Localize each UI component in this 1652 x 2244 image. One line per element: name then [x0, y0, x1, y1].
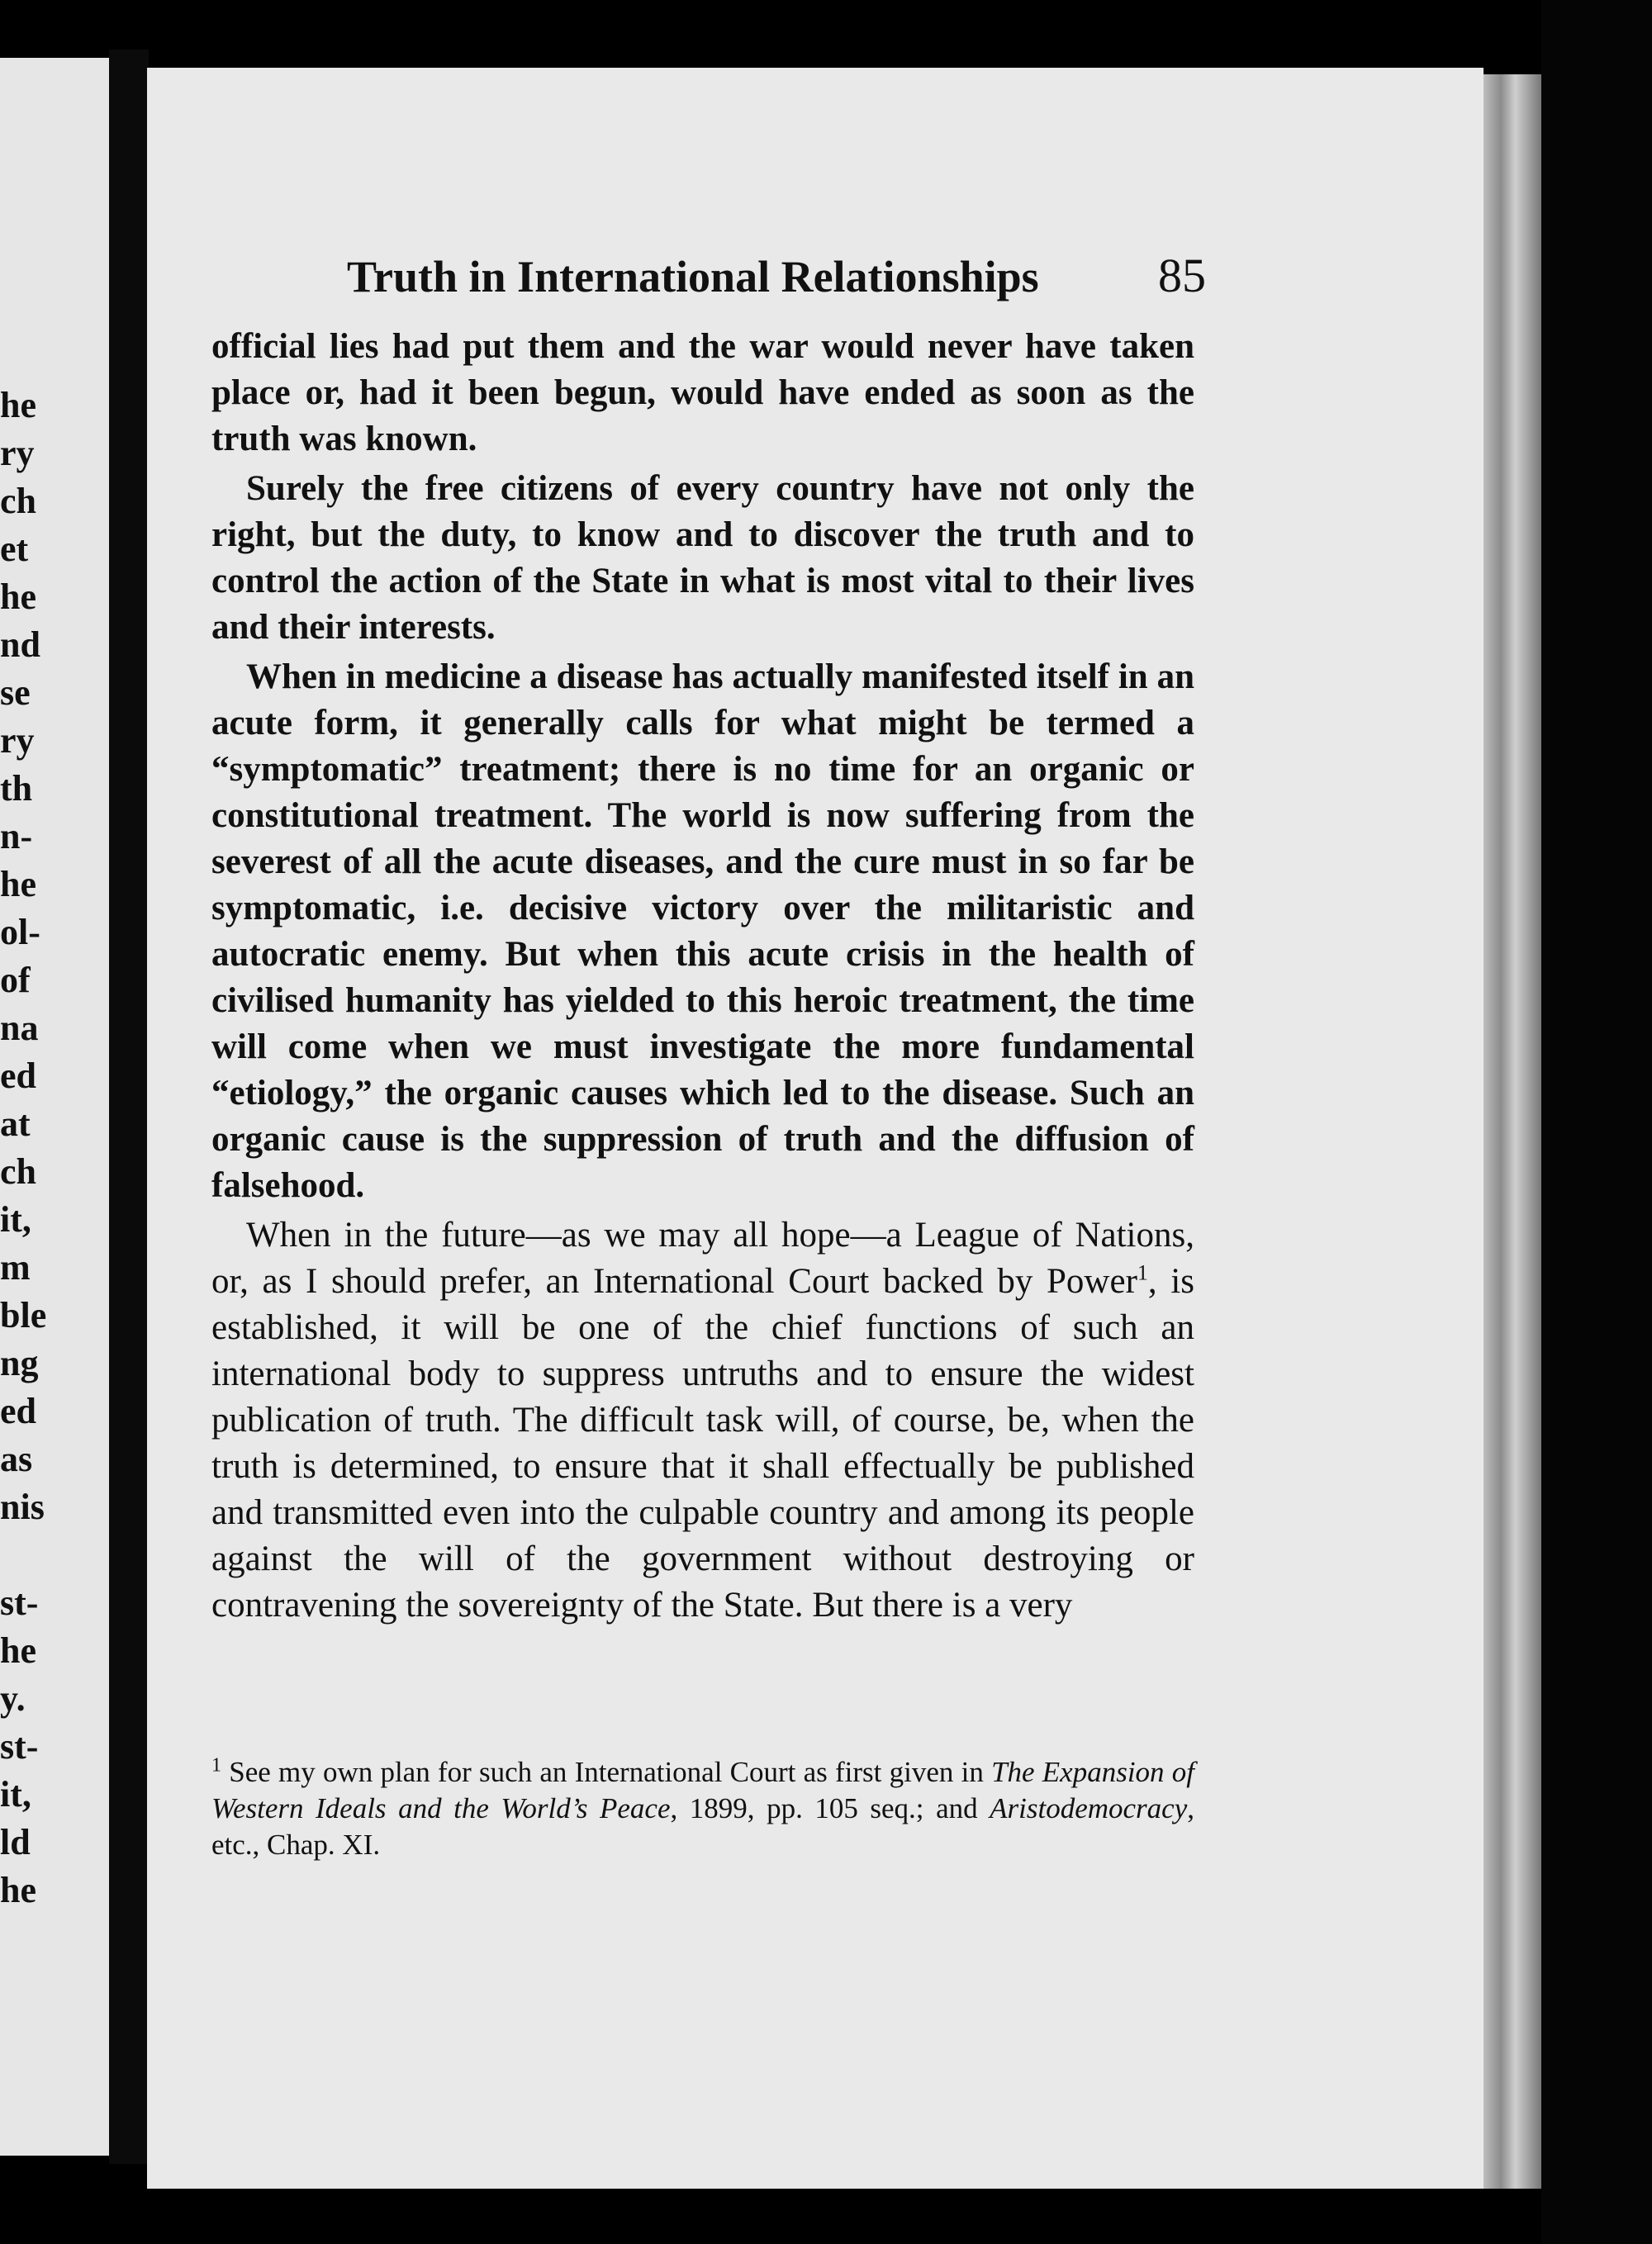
left-page-fragment: nd — [0, 624, 40, 665]
page-number: 85 — [1158, 249, 1206, 302]
running-head — [347, 248, 1206, 303]
footnote-text: , 1899, pp. 105 seq.; and — [670, 1792, 990, 1824]
paragraph: Surely the free citizens of every country have not only the right, but the duty, to know and to discover the truth and to control the action of the State in what is most vital to their lives and their interests. — [211, 469, 1194, 647]
footnote-text: , etc., Chap. XI. — [211, 1792, 1194, 1861]
left-page-fragment: it, — [0, 1774, 31, 1815]
left-page-fragment: ch — [0, 481, 36, 521]
left-page-fragment: it, — [0, 1199, 31, 1240]
left-page-fragment: ble — [0, 1295, 47, 1335]
left-page-fragment: st- — [0, 1582, 39, 1623]
left-page-fragment: m — [0, 1247, 31, 1288]
footnote-marker: 1 — [211, 1754, 221, 1777]
left-page-fragment: th — [0, 768, 33, 809]
left-page-fragment: se — [0, 672, 31, 713]
left-page-fragment: ng — [0, 1343, 39, 1383]
left-page-fragment: ry — [0, 720, 35, 761]
left-page-fragment: st- — [0, 1726, 39, 1767]
footnote-text: See my own plan for such an International Court as first given in — [229, 1756, 992, 1788]
left-page-fragment: et — [0, 529, 29, 569]
left-page-fragment: ed — [0, 1391, 36, 1431]
scan-background — [1541, 0, 1652, 2244]
page-stack-edge — [1483, 74, 1541, 2189]
paragraph: official lies had put them and the war would never have taken place or, had it been begun, would have ended as soon as the truth was known. — [211, 327, 1194, 458]
left-page-text-fragments — [0, 382, 83, 1914]
left-page-fragment: as — [0, 1439, 33, 1479]
left-page-fragment: ed — [0, 1056, 36, 1096]
left-page-fragment: ch — [0, 1151, 36, 1192]
left-page-fragment: nis — [0, 1487, 45, 1527]
body-text — [211, 324, 1194, 1629]
left-page-fragment: y. — [0, 1678, 26, 1719]
paragraph-text: When in the future—as we may all hope—a League of Nations, or, as I should prefer, an International Court backed by Power — [211, 1216, 1194, 1301]
left-page-fragment: he — [0, 864, 36, 904]
left-page-fragment: ld — [0, 1822, 31, 1862]
left-page-fragment: ol- — [0, 912, 40, 952]
book-gutter — [109, 50, 149, 2164]
left-page-fragment: n- — [0, 816, 33, 856]
footnote-book-title: The Expansion of Western Ideals and the World’s Peace — [211, 1756, 1195, 1824]
left-page-fragment — [0, 1531, 83, 1579]
left-page-fragment: of — [0, 960, 31, 1000]
left-page-fragment: at — [0, 1103, 31, 1144]
paragraph-text: , is established, it will be one of the chief functions of such an international body to suppress untruths and to ensure the widest publication of truth. The difficult task will, of course, be, when the truth is determined, to ensure that it shall effectually be published and transmitted even into the culpable country and among its people against the will of the government without destroying or contravening the sovereignty of the State. But there is a very — [211, 1262, 1194, 1625]
left-page-fragment: he — [0, 1630, 36, 1671]
footnote-reference: 1 — [1137, 1260, 1148, 1285]
footnote — [211, 1754, 1194, 1863]
paragraph: When in medicine a disease has actually manifested itself in an acute form, it generally calls for what might be termed a “symptomatic” treatment; there is no time for an organic or constitutional treatment. The world is now suffering from the severest of all the acute diseases, and the cure must in so far be symptomatic, i.e. decisive victory over the militaristic and autocratic enemy. But when this acute crisis in the health of civilised humanity has yielded to this heroic treatment, the time will come when we must investigate the more fundamental “etiology,” the organic causes which led to the disease. Such an organic cause is the suppression of truth and the diffusion of falsehood. — [211, 657, 1194, 1205]
left-page-fragment: ry — [0, 433, 35, 473]
left-page-edge — [0, 58, 109, 2156]
running-head-title: Truth in International Relationships — [347, 252, 1039, 301]
left-page-fragment: na — [0, 1008, 39, 1048]
left-page-fragment: he — [0, 1870, 36, 1910]
left-page-fragment: he — [0, 576, 36, 617]
left-page-fragment: he — [0, 385, 36, 425]
footnote-book-title: Aristodemocracy — [990, 1792, 1188, 1824]
paragraph — [211, 1212, 1194, 1629]
